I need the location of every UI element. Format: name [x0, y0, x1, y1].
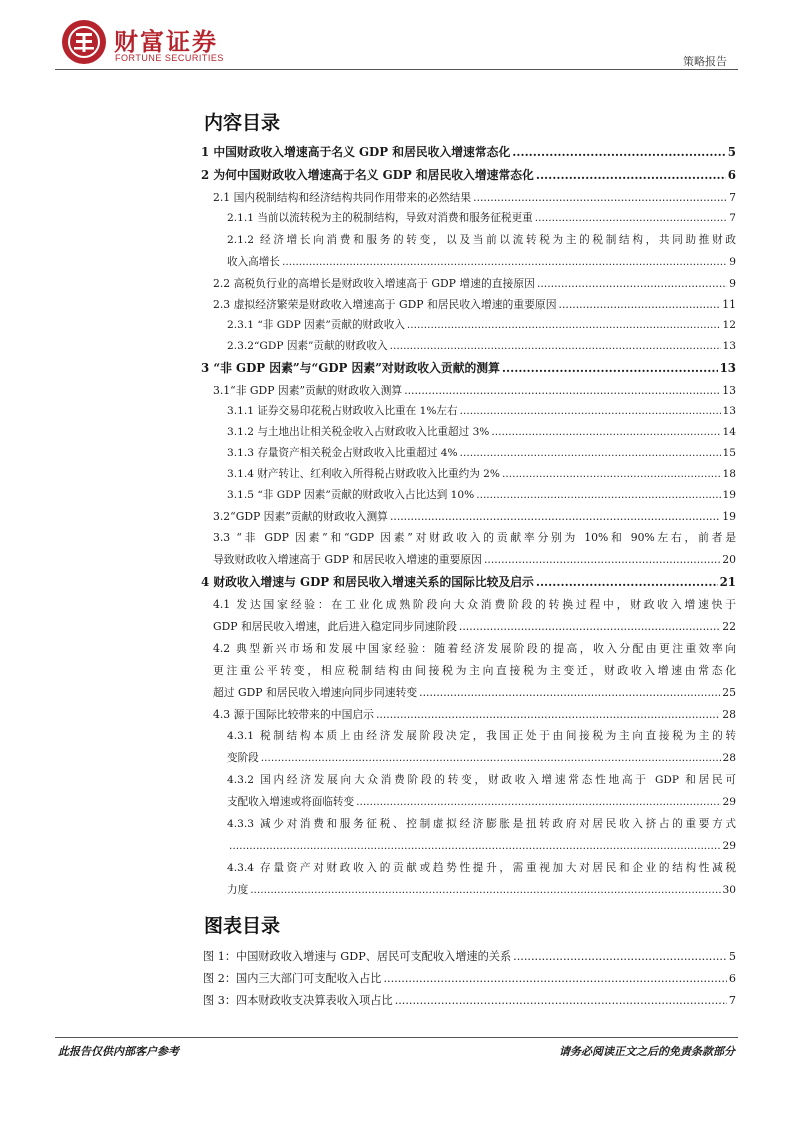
toc-dot-leader — [512, 141, 726, 164]
toc-entry-title: 收入高增长 — [227, 256, 280, 268]
toc-entry-title: GDP 和居民收入增速，此后进入稳定同步同速阶段 — [213, 620, 457, 633]
toc-entry-line: 4.3.4 存量资产对财政收入的贡献或趋势性提升，需重视加大对居民和企业的结构性减税 — [227, 862, 736, 874]
footer-divider — [55, 1037, 738, 1038]
toc-dot-leader — [473, 187, 727, 208]
toc-dot-leader — [229, 835, 721, 857]
toc-page-number: 13 — [722, 340, 736, 352]
toc-entry[interactable] — [201, 141, 736, 164]
toc-dot-leader — [559, 294, 721, 315]
toc-entry[interactable] — [227, 857, 736, 901]
toc-dot-leader — [250, 879, 720, 901]
toc-dot-leader — [419, 682, 720, 704]
footer-disclaimer-left: 此报告仅供内部客户参考 — [58, 1045, 179, 1058]
figures-title: 图表目录 — [204, 915, 281, 937]
logo-emblem-icon — [62, 20, 106, 64]
toc-dot-leader — [376, 704, 720, 725]
toc-entry[interactable] — [227, 464, 736, 485]
toc-entry-title: 力度 — [227, 884, 249, 896]
header-divider — [55, 69, 738, 70]
toc-entry-title: 超过 GDP 和居民收入增速向同步同速转变 — [213, 686, 418, 699]
toc-page-number: 13 — [719, 361, 736, 375]
toc-entry-title: 2.3.1 “非 GDP 因素”贡献的财政收入 — [227, 319, 405, 331]
toc-entry[interactable] — [227, 401, 736, 422]
toc-entry-line: 4.3.3 减少对消费和服务征税、控制虚拟经济膨胀是扭转政府对居民收入挤占的重要方式 — [227, 818, 736, 830]
toc-entry-title: 3 “非 GDP 因素”与“GDP 因素”对财政收入贡献的测算 — [201, 361, 500, 375]
toc-dot-leader — [535, 208, 727, 229]
toc-page-number: 18 — [722, 468, 736, 480]
toc-entry[interactable] — [213, 704, 736, 725]
toc-page-number: 11 — [722, 298, 736, 311]
figure-entry[interactable] — [203, 968, 736, 990]
toc-entry[interactable] — [227, 769, 736, 813]
figure-entry-title: 图 3：四本财政收支决算表收入项占比 — [203, 994, 393, 1007]
figure-dot-leader — [513, 946, 727, 968]
toc-page-number: 21 — [719, 575, 736, 589]
toc-entry-title: 1 中国财政收入增速高于名义 GDP 和居民收入增速常态化 — [201, 145, 511, 159]
toc-dot-leader — [537, 273, 727, 294]
toc-dot-leader — [404, 380, 720, 401]
toc-dot-leader — [356, 791, 720, 813]
toc-entry-title: 2.3.2“GDP 因素”贡献的财政收入 — [227, 340, 388, 352]
toc-entry-line: 更注重公平转变，相应税制结构由间接税为主向直接税为主变迁，财政收入增速由常态化 — [213, 664, 736, 677]
toc-entry-line: 4.3.2 国内经济发展向大众消费阶段的转变，财政收入增速常态性地高于 GDP 和居民可 — [227, 774, 736, 786]
toc-entry[interactable] — [213, 506, 736, 527]
toc-entry[interactable] — [227, 422, 736, 443]
figure-list — [203, 946, 736, 1012]
toc-entry-title: 2.3 虚拟经济繁荣是财政收入增速高于 GDP 和居民收入增速的重要原因 — [213, 298, 557, 311]
toc-entry[interactable] — [213, 594, 736, 638]
toc-page-number: 9 — [729, 256, 736, 268]
toc-entry[interactable] — [227, 336, 736, 357]
toc-entry-title: 3.1.1 证券交易印花税占财政收入比重在 1%左右 — [227, 405, 458, 417]
toc-entry-title: 2.1 国内税制结构和经济结构共同作用带来的必然结果 — [213, 191, 472, 204]
toc-entry[interactable] — [227, 208, 736, 229]
toc-entry-line: 3.3 “非 GDP 因素”和“GDP 因素”对财政收入的贡献率分别为 10%和 90%左右，前者是 — [213, 531, 736, 544]
toc-page-number: 14 — [722, 426, 736, 438]
toc-entry[interactable] — [227, 443, 736, 464]
toc-entry-title: 2 为何中国财政收入增速高于名义 GDP 和居民收入增速常态化 — [201, 168, 534, 182]
toc-dot-leader — [491, 422, 720, 443]
toc-page-number: 29 — [722, 796, 736, 808]
figure-entry-title: 图 1：中国财政收入增速与 GDP、居民可支配收入增速的关系 — [203, 950, 512, 963]
toc-entry[interactable] — [201, 357, 736, 380]
footer-disclaimer-right: 请务必阅读正文之后的免责条款部分 — [559, 1045, 735, 1058]
report-type-label: 策略报告 — [683, 55, 727, 68]
toc-dot-leader — [460, 401, 721, 422]
toc-page-number: 20 — [722, 553, 736, 566]
figure-entry-title: 图 2：国内三大部门可支配收入占比 — [203, 972, 382, 985]
toc-entry-title: 3.1.3 存量资产相关税金占财政收入比重超过 4% — [227, 447, 458, 459]
toc-dot-leader — [390, 336, 721, 357]
toc-page-number: 30 — [722, 884, 736, 896]
toc-dot-leader — [460, 443, 721, 464]
toc-entry[interactable] — [227, 485, 736, 506]
toc-dot-leader — [282, 251, 727, 273]
toc-page-number: 7 — [729, 191, 736, 204]
company-logo — [62, 20, 262, 70]
logo-english-name: FORTUNE SECURITIES — [115, 53, 224, 63]
figure-dot-leader — [384, 968, 727, 990]
figure-entry[interactable] — [203, 946, 736, 968]
toc-entry-title: 3.1“非 GDP 因素”贡献的财政收入测算 — [213, 384, 403, 397]
toc-entry-title: 支配收入增速或将面临转变 — [227, 796, 355, 808]
figure-entry[interactable] — [203, 990, 736, 1012]
toc-dot-leader — [536, 571, 718, 594]
toc-entry-line: 4.1 发达国家经验：在工业化成熟阶段向大众消费阶段的转换过程中，财政收入增速快于 — [213, 598, 736, 611]
toc-entry[interactable] — [227, 813, 736, 857]
toc-dot-leader — [407, 315, 721, 336]
toc-dot-leader — [484, 549, 720, 571]
toc-dot-leader — [536, 164, 726, 187]
toc-entry[interactable] — [213, 294, 736, 315]
figure-page-number: 6 — [728, 972, 736, 985]
toc-page-number: 15 — [722, 447, 736, 459]
logo-chinese-name: 财富证券 — [114, 27, 218, 56]
toc-page-number: 28 — [722, 708, 736, 721]
toc-title: 内容目录 — [204, 112, 281, 134]
toc-list — [196, 141, 736, 901]
toc-entry[interactable] — [213, 380, 736, 401]
toc-entry-title: 变阶段 — [227, 752, 259, 764]
toc-entry[interactable] — [213, 273, 736, 294]
toc-dot-leader — [390, 506, 720, 527]
toc-entry-title: 导致财政收入增速高于 GDP 和居民收入增速的重要原因 — [213, 553, 482, 566]
toc-page-number: 19 — [722, 489, 736, 501]
toc-page-number: 7 — [729, 212, 736, 224]
toc-dot-leader — [476, 485, 720, 506]
toc-entry[interactable] — [213, 187, 736, 208]
toc-entry-line: 4.2 典型新兴市场和发展中国家经验：随着经济发展阶段的提高，收入分配由更注重效率向 — [213, 642, 736, 655]
toc-dot-leader — [502, 464, 721, 485]
toc-entry-title: 2.2 高税负行业的高增长是财政收入增速高于 GDP 增速的直接原因 — [213, 277, 535, 290]
toc-entry[interactable] — [213, 638, 736, 704]
toc-entry[interactable] — [201, 571, 736, 594]
figure-dot-leader — [395, 990, 727, 1012]
page-header — [0, 0, 793, 75]
toc-page-number: 22 — [722, 620, 736, 633]
toc-entry-title: 4.3 源于国际比较带来的中国启示 — [213, 708, 374, 721]
toc-dot-leader — [502, 357, 718, 380]
toc-dot-leader — [459, 616, 720, 638]
toc-page-number: 29 — [722, 840, 736, 852]
toc-dot-leader — [261, 747, 721, 769]
toc-page-number: 5 — [727, 145, 736, 159]
toc-entry[interactable] — [201, 164, 736, 187]
toc-page-number: 28 — [722, 752, 736, 764]
toc-page-number: 19 — [722, 510, 736, 523]
toc-page-number: 13 — [722, 405, 736, 417]
toc-page-number: 6 — [727, 168, 736, 182]
toc-entry-line: 2.1.2 经济增长向消费和服务的转变，以及当前以流转税为主的税制结构，共同助推财政 — [227, 234, 736, 246]
figure-page-number: 5 — [728, 950, 736, 963]
toc-page-number: 12 — [722, 319, 736, 331]
toc-entry-line: 4.3.1 税制结构本质上由经济发展阶段决定，我国正处于由间接税为主向直接税为主的转 — [227, 730, 736, 742]
toc-entry-title: 3.1.2 与土地出让相关税金收入占财政收入比重超过 3% — [227, 426, 490, 438]
toc-entry[interactable] — [227, 315, 736, 336]
toc-entry-title: 3.1.5 “非 GDP 因素”贡献的财政收入占比达到 10% — [227, 489, 475, 501]
toc-entry-title: 3.2“GDP 因素”贡献的财政收入测算 — [213, 510, 388, 523]
toc-entry[interactable] — [227, 725, 736, 769]
toc-entry-title: 3.1.4 财产转让、红利收入所得税占财政收入比重约为 2% — [227, 468, 500, 480]
figure-page-number: 7 — [728, 994, 736, 1007]
toc-entry[interactable] — [213, 527, 736, 571]
toc-page-number: 25 — [722, 686, 736, 699]
toc-entry-title: 2.1.1 当前以流转税为主的税制结构，导致对消费和服务征税更重 — [227, 212, 533, 224]
toc-page-number: 9 — [729, 277, 736, 290]
toc-entry[interactable] — [227, 229, 736, 273]
toc-page-number: 13 — [722, 384, 736, 397]
toc-entry-title: 4 财政收入增速与 GDP 和居民收入增速关系的国际比较及启示 — [201, 575, 534, 589]
